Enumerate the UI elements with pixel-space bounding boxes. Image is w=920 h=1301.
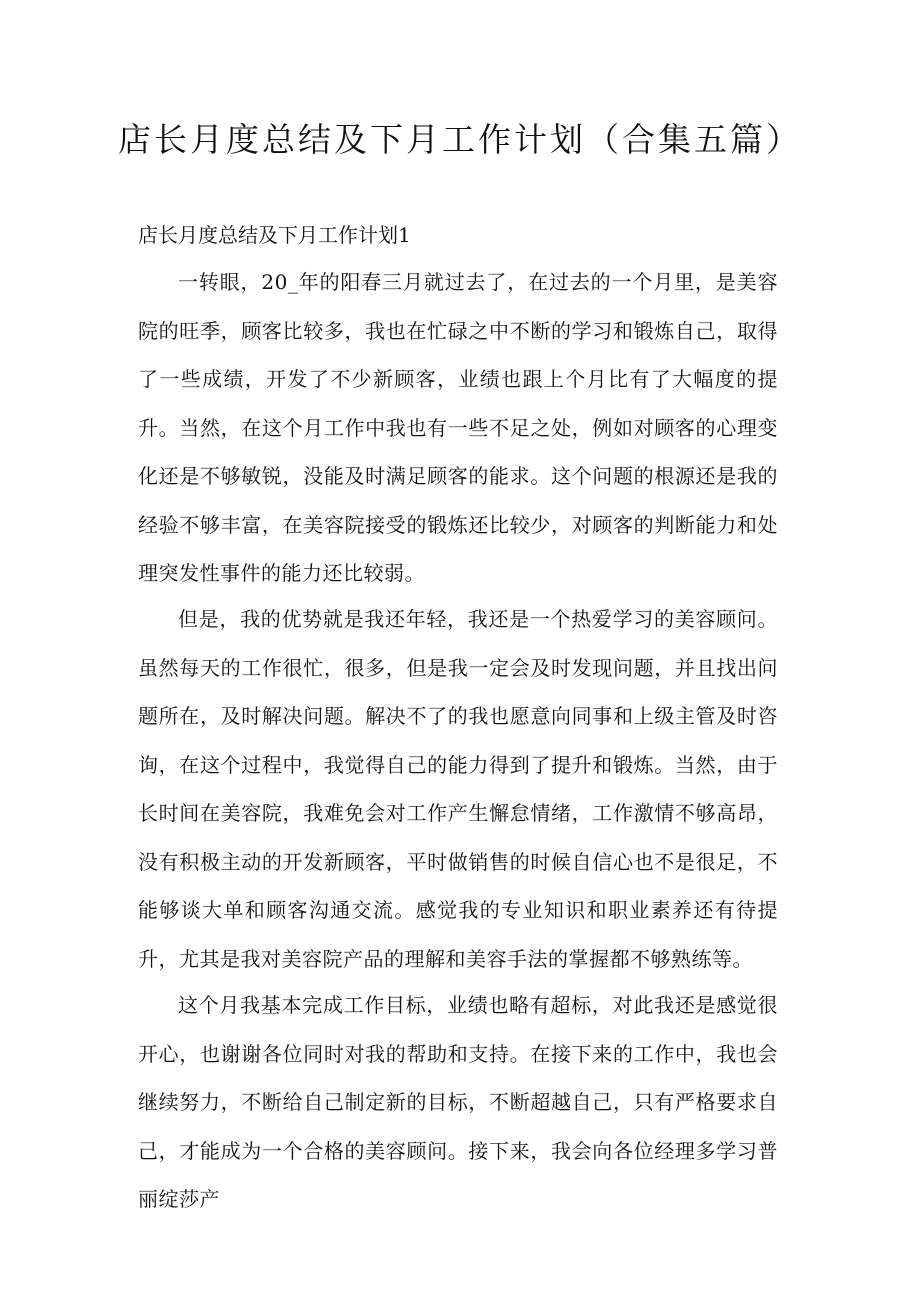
paragraph-3: 这个月我基本完成工作目标，业绩也略有超标，对此我还是感觉很开心，也谢谢各位同时对我的帮助和支持。在接下来的工作中，我也会继续努力，不断给自己制定新的目标，不断超越自己，只有严格要求自己，才能成为一个合格的美容顾问。接下来，我会向各位经理多学习普丽绽莎产: [138, 993, 778, 1211]
paragraph-2: 但是，我的优势就是我还年轻，我还是一个热爱学习的美容顾问。虽然每天的工作很忙，很多，但是我一定会及时发现问题，并且找出问题所在，及时解决问题。解决不了的我也愿意向同事和上级主管及时咨询，在这个过程中，我觉得自己的能力得到了提升和锻炼。当然，由于长时间在美容院，我难免会对工作产生懈怠情绪，工作激情不够高昂，没有积极主动的开发新顾客，平时做销售的时候自信心也不是很足，不能够谈大单和顾客沟通交流。感觉我的专业知识和职业素养还有待提升，尤其是我对美容院产品的理解和美容手法的掌握都不够熟练等。: [138, 607, 778, 971]
paragraph-1: 一转眼，20_年的阳春三月就过去了，在过去的一个月里，是美容院的旺季，顾客比较多，我也在忙碌之中不断的学习和锻炼自己，取得了一些成绩，开发了不少新顾客，业绩也跟上个月比有了大幅度的提升。当然，在这个月工作中我也有一些不足之处，例如对顾客的心理变化还是不够敏锐，没能及时满足顾客的能求。这个问题的根源还是我的经验不够丰富，在美容院接受的锻炼还比较少，对顾客的判断能力和处理突发性事件的能力还比较弱。: [138, 270, 778, 585]
section-heading: 店长月度总结及下月工作计划1: [138, 223, 411, 247]
document-title: 店长月度总结及下月工作计划（合集五篇）: [118, 120, 802, 159]
